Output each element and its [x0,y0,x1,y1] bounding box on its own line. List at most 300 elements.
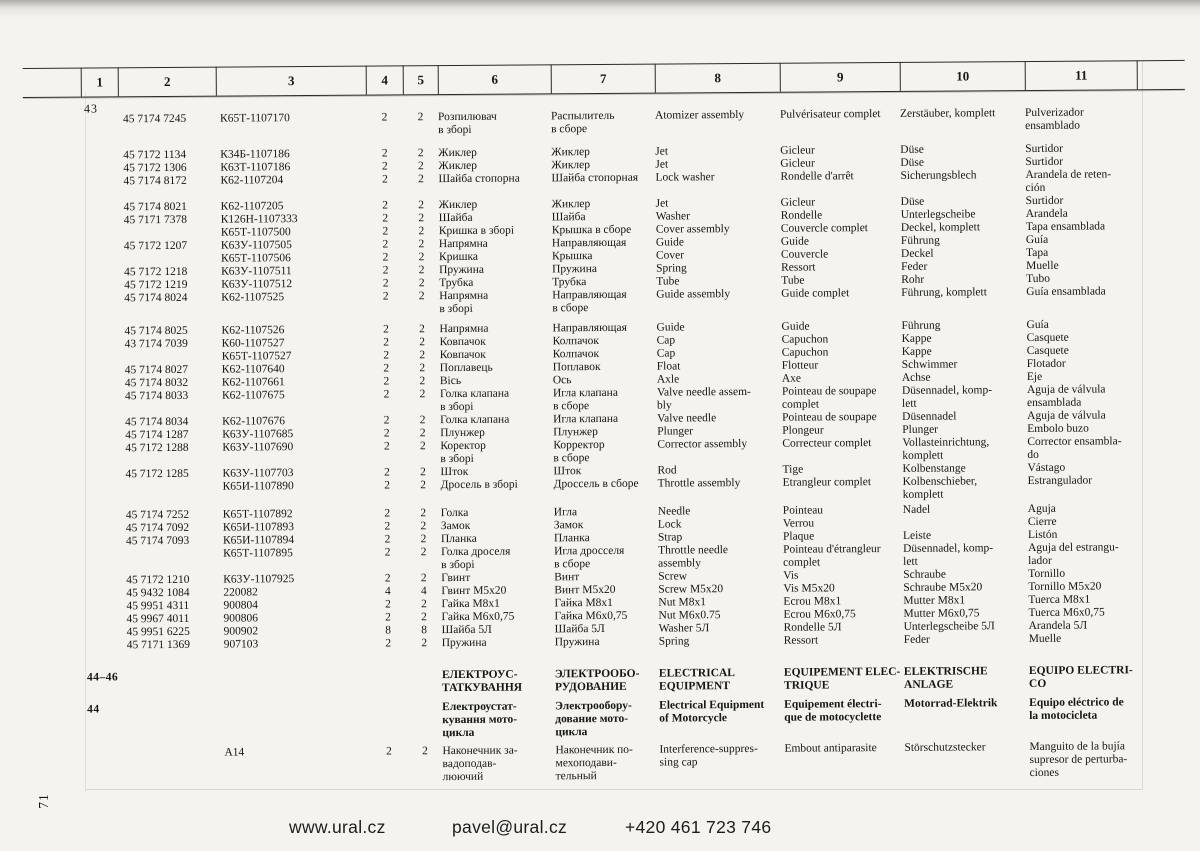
col-group-no [82,325,119,338]
col-qty-2: 2 [419,336,426,349]
col-name-es: Casquete [1026,331,1069,345]
col-qty-2: 2 [418,264,425,277]
col-name-es: Aguja [1027,502,1056,516]
col-catalog-no: 45 7174 1287 [125,428,189,442]
col-catalog-no: 45 7174 8024 [124,291,188,305]
col-qty-1: 2 [384,533,391,546]
col-name-es: Aguja del estrangu- lador [1028,541,1119,568]
col-name-fr: Rondelle [780,209,823,222]
col-name-fr: Gicleur [780,157,815,170]
col-qty-1: 2 [383,375,390,388]
col-part-no: К126Н-1107333 [220,213,298,226]
col-catalog-no [119,227,217,241]
col-group-no [83,416,120,429]
col-name-de: Kappe [901,332,932,345]
col-name-es: Tornillo M5x20 [1028,580,1102,594]
website-text: www.ural.cz [289,817,386,837]
col-name-es: EQUIPO ELECTRI- CO [1028,664,1133,691]
col-name-de: Düsennadel [902,410,957,423]
col-name-de: Mutter M8x1 [903,594,966,607]
column-header-8: 8 [655,63,780,93]
col-name-de: ELEKTRISCHE ANLAGE [903,665,988,691]
col-name-es: Surtidor [1025,142,1064,156]
col-name-es: Tapa [1025,246,1049,260]
col-group-no [82,292,119,318]
col-group-no [82,240,119,253]
col-catalog-no: 45 7172 1306 [123,161,187,175]
col-name-es: Corrector ensambla- do [1027,435,1122,462]
col-qty-1: 2 [381,147,388,160]
col-name-en: Jet [655,158,669,171]
col-name-uk: Дросель в зборі [440,478,518,492]
col-name-en: Jet [655,145,669,158]
col-name-es: Tubo [1026,272,1051,286]
col-group-no [85,626,122,639]
col-name-en: Guide assembly [656,288,731,301]
col-name-fr: Equipement électri- que de motocyclette [784,698,882,724]
col-name-es: Casquete [1026,344,1069,358]
col-name-en: Needle [657,505,691,518]
col-name-de: Schraube [903,568,947,581]
col-name-uk: Напрямна [439,322,489,336]
col-qty-1: 2 [383,440,390,453]
col-qty-1: 2 [383,414,390,427]
col-qty-2: 2 [419,362,426,375]
col-name-en: Cover assembly [655,223,730,236]
col-catalog-no: 45 7172 1134 [123,148,187,162]
col-group-no [82,227,119,240]
col-qty-1: 2 [385,598,391,611]
col-catalog-no: 45 7171 7378 [123,213,188,227]
col-qty-1: 2 [384,520,391,533]
col-name-es: Guía [1026,318,1049,332]
col-name-uk: Гайка М6х0,75 [441,610,515,624]
col-group-no [84,509,121,522]
col-name-uk: Ковпачок [439,348,486,362]
col-group-no [82,214,119,227]
col-name-en: Nut M8x1 [658,596,707,609]
col-name-fr: Vis M5x20 [783,582,835,595]
col-name-es: Flotador [1026,357,1066,371]
col-name-es: Cierre [1027,515,1057,529]
col-name-ru: Крышка [551,250,593,263]
col-name-ru: Жиклер [551,146,590,159]
col-catalog-no: 45 7174 7093 [125,534,190,548]
col-qty-2: 2 [419,440,426,453]
column-header-11: 11 [1025,60,1138,90]
col-part-no: К62-1107676 [222,415,286,428]
col-name-uk: Вісь [439,374,462,388]
col-name-en: Guide [656,321,685,334]
col-name-uk: Шайба [438,211,473,225]
col-group-no [82,253,119,266]
col-name-fr: Etrangleur complet [782,476,872,489]
col-name-es: Tornillo [1028,567,1066,581]
phone-text: +420 461 723 746 [625,817,772,837]
col-part-no: К34Б-1107186 [220,148,290,161]
col-name-de: Unterlegscheibe [900,208,976,221]
col-name-uk: Голка [440,506,469,520]
col-qty-2: 2 [418,212,425,225]
col-name-de: Unterlegscheibe 5Л [903,620,995,633]
col-name-de: Führung [900,234,940,247]
col-name-en: Rod [657,464,677,477]
col-part-no: 900902 [223,625,259,638]
col-part-no: К65Т-1107506 [220,252,291,265]
col-group-no [83,377,120,390]
col-name-de: Kappe [901,345,932,358]
col-name-es: Guía [1025,233,1049,247]
col-name-de: Kolbenstange [902,462,966,475]
col-name-fr: Verrou [782,517,815,530]
col-name-en: Throttle needle assembly [658,544,729,570]
col-name-de: Feder [903,633,930,646]
col-qty-1: 2 [386,745,392,758]
col-name-ru: Игла клапана [553,412,619,426]
col-qty-2: 2 [419,323,425,336]
col-part-no: К65И-1107893 [222,521,295,534]
col-group-no [83,390,120,416]
col-qty-1: 2 [382,199,389,212]
col-part-no: К63Т-1107186 [220,161,291,174]
col-name-ru: Направляющая [552,321,627,335]
col-qty-1: 2 [382,173,388,186]
col-group-no [83,338,120,351]
col-name-en: Plunger [657,425,694,438]
col-name-fr: Rondelle d'arrêt [780,170,854,183]
col-name-uk: Шток [440,465,469,479]
col-name-de: Vollasteinrichtung, komplett [902,436,990,462]
col-name-fr: Gicleur [780,196,816,209]
col-catalog-no: 45 7174 8021 [123,200,187,214]
col-name-ru: Пружина [552,263,598,276]
col-group-no [83,468,120,481]
col-name-en: Cap [656,347,676,360]
col-name-ru: Дроссель в сборе [553,477,639,491]
col-group-no [84,574,121,587]
col-part-no: К62-1107205 [220,200,284,213]
col-name-es: Manguito de la bujía supresor de perturba- ciones [1029,740,1128,780]
col-name-ru: ЭЛЕКТРООБО- РУДОВАНИЕ [554,667,640,694]
col-qty-1: 2 [382,277,389,290]
col-name-ru: Направляющая [551,236,627,250]
col-name-fr: Pointeau d'étrangleur complet [783,543,881,569]
col-name-uk: Наконечник за- вадоподав- люючий [442,744,518,784]
col-name-uk: Жиклер [438,146,477,160]
col-catalog-no: 45 7172 1288 [125,441,189,455]
col-name-fr: Ecrou M8x1 [783,595,842,608]
col-name-fr: Pulvérisateur complet [779,108,881,121]
col-name-uk: Голка клапана в зборі [439,387,510,414]
col-qty-1: 2 [383,349,390,362]
col-name-es: Aguja de válvula ensamblada [1026,383,1106,410]
col-part-no: К62-1107525 [221,291,285,304]
col-group-no [84,548,121,574]
col-catalog-no [120,351,218,365]
col-name-uk: Напрямна в зборі [439,289,489,316]
col-name-de: Kolbenschieber, komplett [902,475,978,501]
col-part-no: К62-1107204 [220,174,284,187]
col-catalog-no: 45 7174 7252 [125,508,190,522]
col-name-de: Motorrad-Elektrik [904,697,998,710]
col-name-de: Düse [900,156,925,169]
col-group-no [85,639,122,652]
col-name-fr: Ressort [781,261,816,274]
col-part-no: К65Т-1107500 [220,226,291,239]
col-name-ru: Винт М5х20 [554,583,616,597]
col-name-uk: Жиклер [438,198,478,212]
col-qty-2: 2 [421,611,427,624]
col-group-no [82,279,119,292]
col-name-fr: Rondelle 5Л [783,621,842,634]
col-qty-2: 4 [420,585,427,598]
col-qty-1: 2 [382,212,389,225]
col-part-no: К63У-1107512 [221,278,293,291]
col-name-en: Screw [658,570,688,583]
col-name-ru: Винт [554,571,580,584]
col-catalog-no [122,671,220,698]
col-qty-1 [370,669,407,695]
col-qty-2: 2 [418,173,424,186]
page-number: 71 [35,793,51,809]
col-name-uk: Кришка [438,250,478,264]
col-name-en: Valve needle assem- bly [656,385,751,412]
col-name-en: Guide [655,236,685,249]
col-name-es: Arandela [1025,207,1068,221]
col-name-fr: Guide complet [781,287,850,300]
col-name-fr: Vis [783,569,799,582]
col-name-ru: Корректор в сборе [553,438,605,465]
col-group-no [84,481,121,507]
col-part-no: К62-1107526 [221,324,285,337]
table-row [85,664,1142,697]
col-name-uk: ЕЛЕКТРОУС- ТАТКУВАННЯ [441,668,523,695]
col-name-en: Throttle assembly [657,477,741,490]
col-qty-2: 2 [420,479,427,492]
col-part-no: К65И-1107894 [222,534,295,547]
col-name-ru: Шайба 5Л [554,622,605,636]
col-name-fr: Pointeau [782,504,824,517]
col-name-en: Screw M5x20 [658,583,724,596]
col-name-ru: Ось [552,374,572,387]
col-name-uk: Голка дроселя в зборі [441,545,511,572]
col-name-de: Feder [901,260,928,273]
col-qty-1: 2 [385,611,391,624]
column-header-2: 2 [118,67,216,97]
col-name-en: Spring [656,262,687,275]
col-qty-2: 2 [419,427,426,440]
column-header-9: 9 [780,62,900,92]
col-name-fr: Pointeau de soupape complet [781,385,877,411]
col-qty-1: 8 [385,624,392,637]
col-name-en: Strap [657,531,683,544]
col-part-no: 220082 [223,586,258,599]
col-qty-1 [370,701,407,740]
col-part-no: 900804 [223,599,258,612]
col-name-en: Electrical Equipment of Motorcycle [659,698,765,725]
col-name-uk: Пружина [441,636,487,650]
col-qty-1: 2 [382,251,389,264]
col-name-uk: Гвинт [441,571,471,585]
col-name-en: Nut M6x0.75 [658,609,721,622]
column-header-4: 4 [366,65,403,94]
col-name-es: Tuerca M6x0,75 [1028,606,1105,620]
col-group-no [81,113,118,139]
column-header-5: 5 [403,65,438,94]
col-group-no: 44–46 [86,671,119,684]
col-name-ru: Колпачок [552,348,600,361]
col-name-de: Düsennadel, komp- lett [903,542,994,568]
col-qty-1: 2 [383,323,389,336]
col-name-ru: Плунжер [553,426,598,439]
col-qty-1: 2 [381,160,388,173]
col-part-no: К62-1107661 [221,376,285,389]
col-name-es: Guía ensamblada [1026,285,1106,299]
col-catalog-no [121,548,219,575]
col-name-ru: Трубка [552,276,587,289]
parts-table-body [81,106,1143,786]
col-name-es: Surtidor [1025,194,1064,208]
col-name-de: Sicherungsblech [900,169,977,182]
col-name-uk: Ковпачок [439,335,486,349]
col-name-es: Aguja de válvula [1027,409,1106,423]
col-name-en: Corrector assembly [657,437,748,451]
col-name-en: Cover [655,249,685,262]
col-name-ru: Планка [553,532,590,545]
col-name-es: Tuerca M8x1 [1028,593,1091,607]
col-name-fr: EQUIPEMENT ELEC- TRIQUE [783,665,901,692]
col-name-de: Nadel [902,503,931,516]
col-name-es: Listón [1027,528,1058,542]
col-qty-2 [407,669,442,695]
col-name-en: Axle [656,373,680,386]
col-name-fr: Plaque [782,530,815,543]
col-qty-2: 2 [418,238,425,251]
column-header-7: 7 [551,64,655,94]
email-text: pavel@ural.cz [452,817,568,837]
col-name-de: Führung [901,319,941,332]
col-qty-2: 2 [420,546,427,559]
col-name-de: Leiste [902,529,932,542]
col-qty-1: 2 [384,466,390,479]
col-name-fr: Guide [780,235,810,248]
col-qty-1: 2 [384,546,391,559]
col-part-no: 907103 [223,638,259,651]
col-name-fr: Correcteur complet [782,437,872,450]
col-catalog-no: 45 7172 1285 [125,467,189,481]
col-group-no [82,266,119,279]
col-name-ru: Игла [553,506,578,519]
col-qty-2 [407,701,442,740]
col-name-fr: Ecrou M6x0,75 [783,608,856,621]
col-name-ru: Гайка М8х1 [554,596,613,610]
col-name-fr: Axe [781,372,802,385]
col-name-es: Estrangulador [1027,474,1093,488]
col-name-en: Tube [656,275,680,288]
col-qty-2: 2 [419,349,426,362]
col-name-uk: Голка клапана [440,413,510,427]
col-name-ru: Электрообору- дование мото- цикла [555,699,632,739]
col-name-ru: Крышка в сборе [551,223,632,237]
col-part-no: К65Т-1107892 [222,508,293,521]
col-part-no: К60-1107527 [221,337,285,350]
col-name-ru: Шайба [551,211,586,224]
col-name-fr: Capuchon [781,333,829,346]
col-name-fr: Capuchon [781,346,829,359]
col-name-es: Pulverizador ensamblado [1024,106,1084,133]
col-name-ru: Игла клапана в сборе [552,386,618,413]
col-catalog-no: 45 7174 8172 [123,174,187,188]
col-part-no: К63У-1107511 [221,265,292,278]
col-name-en: Lock [657,518,682,531]
col-qty-1: 2 [382,225,389,238]
col-name-es: Muelle [1026,259,1059,273]
col-name-uk: Розпилювач в зборі [437,110,497,137]
col-part-no: А14 [224,746,245,759]
col-name-de: Mutter M6x0,75 [903,607,980,620]
col-name-es: Embolo buzo [1027,422,1089,436]
col-name-ru: Жиклер [551,159,591,172]
col-name-uk: Жиклер [438,159,478,173]
col-qty-2: 2 [417,160,424,173]
col-name-en: Interference-suppres- sing cap [659,742,758,769]
col-name-de: Führung, komplett [901,286,987,299]
col-part-no: 900806 [223,612,259,625]
col-name-fr: Couvercle complet [780,222,869,235]
col-name-en: Spring [658,635,690,648]
col-qty-1: 2 [384,479,391,492]
col-catalog-no [122,703,220,743]
col-name-de: Deckel [900,247,934,260]
col-name-fr: Gicleur [780,144,815,157]
col-qty-2: 2 [420,466,426,479]
col-part-no: К63У-1107925 [223,573,295,586]
col-name-uk: Замок [440,519,471,533]
col-group-no [84,613,121,626]
col-part-no: К62-1107640 [221,363,285,376]
col-qty-2: 2 [419,414,426,427]
col-name-de: Störschutzstecker [904,741,986,754]
col-name-en: Valve needle [657,412,717,425]
col-name-ru: Наконечник по- мехоподави- тельный [555,743,633,783]
col-catalog-no: 45 9951 6225 [126,625,190,639]
col-part-no: К65Т-1107170 [219,112,290,125]
col-part-no [220,702,370,742]
col-qty-1: 2 [383,336,390,349]
col-name-de: Achse [901,371,931,384]
col-part-no: К62-1107675 [221,389,285,402]
col-name-uk: Шайба стопорна [438,172,520,186]
col-group-no [81,175,118,201]
col-qty-1: 2 [382,238,389,251]
column-header-1: 1 [81,67,118,96]
col-qty-1: 2 [383,427,390,440]
col-name-uk: Планка [440,532,477,546]
col-name-es: Equipo eléctrico de la motocicleta [1029,696,1124,723]
col-name-de: Schraube M5x20 [903,581,983,594]
col-name-uk: Напрямна [438,237,488,251]
col-name-de: Deckel, komplett [900,221,981,234]
col-name-ru: Жиклер [551,198,591,211]
col-qty-2: 2 [419,375,426,388]
col-name-en: Float [656,360,681,373]
col-name-en: Washer [655,210,690,223]
col-qty-1: 2 [383,362,390,375]
col-name-ru: Гайка М6х0,75 [554,609,628,623]
col-qty-2: 2 [420,507,427,520]
col-qty-2: 2 [420,520,427,533]
col-group-no [83,364,120,377]
